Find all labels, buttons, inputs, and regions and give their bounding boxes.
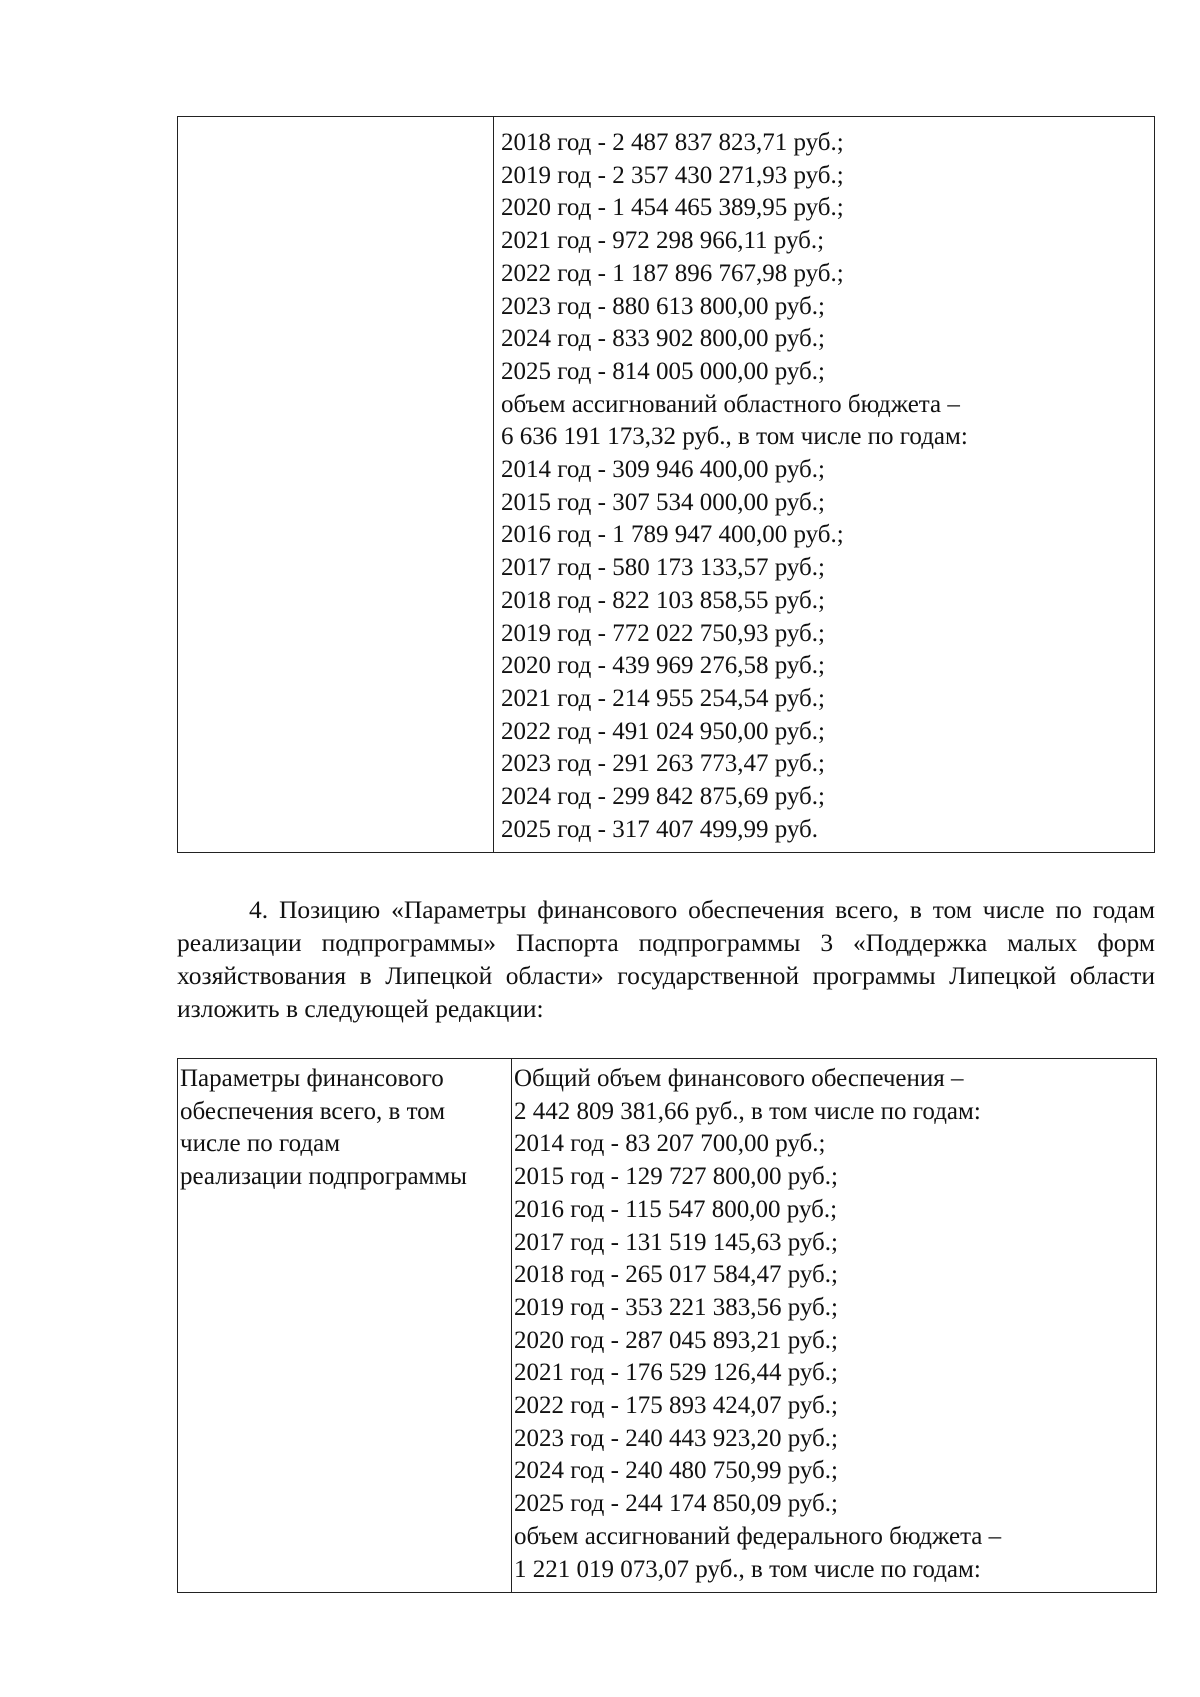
table-row <box>178 117 1155 853</box>
amendment-paragraph: 4. Позицию «Параметры финансового обеспечения всего, в том числе по годам реализации подпрограммы» Паспорта подпрограммы 3 «Поддержка малых форм хозяйствования в Липецкой области» государственной программы Липецкой области изложить в следующей редакции: <box>177 895 1155 1023</box>
financing-line: 2015 год - 307 534 000,00 руб.; <box>501 488 825 516</box>
financing-line: 2025 год - 814 005 000,00 руб.; <box>501 357 825 385</box>
label-line: числе по годам <box>180 1130 341 1158</box>
financing-line: 2019 год - 353 221 383,56 руб.; <box>514 1293 838 1321</box>
financing-line: 2019 год - 772 022 750,93 руб.; <box>501 619 825 647</box>
financing-line: 2015 год - 129 727 800,00 руб.; <box>514 1163 838 1191</box>
financing-line: объем ассигнований областного бюджета – <box>501 390 960 418</box>
financing-line: 2018 год - 2 487 837 823,71 руб.; <box>501 129 844 156</box>
financing-line: 2020 год - 287 045 893,21 руб.; <box>514 1326 838 1354</box>
label-line: Параметры финансового <box>180 1065 444 1092</box>
financing-line: Общий объем финансового обеспечения – <box>514 1065 964 1092</box>
financing-line: 2024 год - 833 902 800,00 руб.; <box>501 325 825 353</box>
financing-table-subprogram-3 <box>177 1058 1157 1593</box>
financing-line: 2020 год - 439 969 276,58 руб.; <box>501 652 825 680</box>
financing-line: 2014 год - 309 946 400,00 руб.; <box>501 456 825 484</box>
table-right-cell <box>512 1059 1157 1593</box>
financing-line: 2016 год - 115 547 800,00 руб.; <box>514 1195 838 1223</box>
financing-line: 2018 год - 822 103 858,55 руб.; <box>501 586 825 614</box>
financing-line: 1 221 019 073,07 руб., в том числе по годам: <box>514 1555 981 1583</box>
parameter-label <box>180 1063 509 1194</box>
financing-line: объем ассигнований федерального бюджета – <box>514 1522 1002 1550</box>
financing-line: 2018 год - 265 017 584,47 руб.; <box>514 1261 838 1289</box>
financing-line: 2023 год - 291 263 773,47 руб.; <box>501 750 825 778</box>
financing-line: 2014 год - 83 207 700,00 руб.; <box>514 1130 826 1158</box>
financing-line: 2016 год - 1 789 947 400,00 руб.; <box>501 521 844 549</box>
label-line: обеспечения всего, в том <box>180 1097 446 1125</box>
financing-line: 2023 год - 880 613 800,00 руб.; <box>501 292 825 320</box>
financing-table-continued <box>177 116 1155 853</box>
financing-line: 2024 год - 299 842 875,69 руб.; <box>501 783 825 811</box>
financing-line: 2024 год - 240 480 750,99 руб.; <box>514 1457 838 1485</box>
table-left-cell-empty <box>178 117 494 853</box>
financing-line: 2025 год - 244 174 850,09 руб.; <box>514 1490 838 1518</box>
label-line: реализации подпрограммы <box>180 1163 467 1191</box>
financing-line: 2025 год - 317 407 499,99 руб. <box>501 815 819 843</box>
financing-line: 2019 год - 2 357 430 271,93 руб.; <box>501 161 844 189</box>
financing-line: 2022 год - 1 187 896 767,98 руб.; <box>501 259 844 287</box>
financing-line: 2017 год - 580 173 133,57 руб.; <box>501 554 825 582</box>
table-row <box>178 1059 1157 1593</box>
financing-lines <box>514 1063 1156 1586</box>
financing-line: 6 636 191 173,32 руб., в том числе по годам: <box>501 423 968 451</box>
financing-line: 2020 год - 1 454 465 389,95 руб.; <box>501 194 844 222</box>
financing-line: 2022 год - 175 893 424,07 руб.; <box>514 1392 838 1420</box>
financing-line: 2022 год - 491 024 950,00 руб.; <box>501 717 825 745</box>
financing-line: 2023 год - 240 443 923,20 руб.; <box>514 1424 838 1452</box>
financing-line: 2021 год - 214 955 254,54 руб.; <box>501 684 825 712</box>
financing-line: 2017 год - 131 519 145,63 руб.; <box>514 1228 838 1256</box>
table-left-cell-label <box>178 1059 512 1593</box>
financing-line: 2021 год - 176 529 126,44 руб.; <box>514 1359 838 1387</box>
financing-line: 2021 год - 972 298 966,11 руб.; <box>501 227 825 255</box>
table-right-cell <box>494 117 1155 853</box>
financing-line: 2 442 809 381,66 руб., в том числе по годам: <box>514 1097 981 1125</box>
financing-lines <box>501 127 1154 846</box>
